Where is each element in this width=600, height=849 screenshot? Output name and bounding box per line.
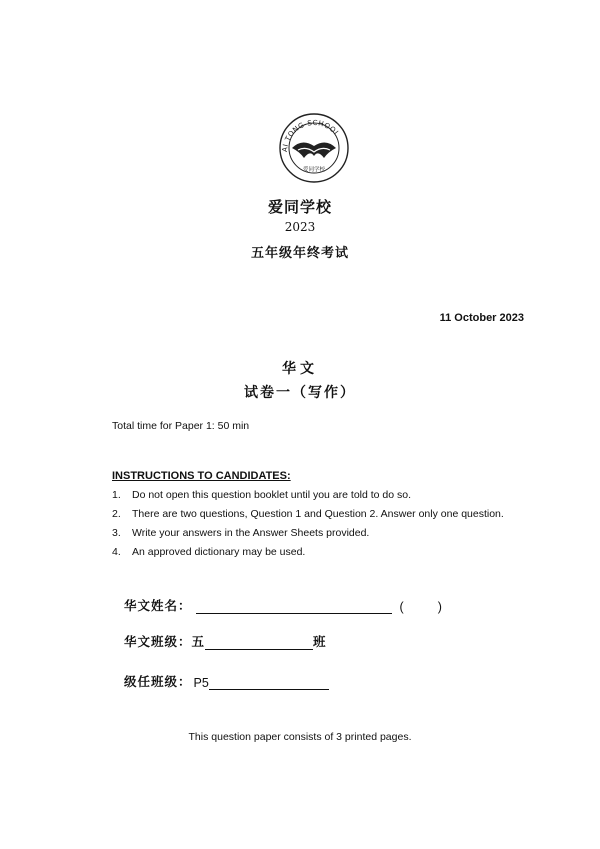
instruction-item <box>112 527 542 546</box>
exam-date: 11 October 2023 <box>439 312 524 324</box>
instruction-item <box>112 546 542 565</box>
class-label: 华文班级：五 <box>124 634 206 649</box>
class-suffix: 班 <box>313 634 327 649</box>
instruction-number: 2. <box>112 508 121 520</box>
instruction-item <box>112 508 542 527</box>
class-field-row <box>124 632 327 650</box>
instruction-number: 1. <box>112 489 121 501</box>
school-logo <box>278 112 350 184</box>
instruction-text: Write your answers in the Answer Sheets provided. <box>132 527 370 539</box>
exam-year: 2023 <box>284 220 316 234</box>
instruction-text: There are two questions, Question 1 and Question 2. Answer only one question. <box>132 508 504 520</box>
name-field-row <box>124 596 442 614</box>
name-input-line[interactable] <box>196 599 392 614</box>
school-name: 爱同学校 <box>267 198 332 216</box>
name-paren-close: ) <box>437 600 442 614</box>
subject-title: 华文 <box>282 361 318 377</box>
instruction-text: Do not open this question booklet until you are told to do so. <box>132 489 412 501</box>
instruction-number: 3. <box>112 527 121 539</box>
total-time: Total time for Paper 1: 50 min <box>112 420 250 432</box>
name-label: 华文姓名： <box>124 598 192 613</box>
exam-name: 五年级年终考试 <box>250 246 349 261</box>
name-paren-open: ( <box>399 600 404 614</box>
paper-title: 试卷一（写作） <box>244 385 356 401</box>
svg-text:爱同学校: 爱同学校 <box>302 167 326 173</box>
class-input-line[interactable] <box>205 635 313 650</box>
instruction-number: 4. <box>112 546 121 558</box>
instruction-item <box>112 489 542 508</box>
instruction-text: An approved dictionary may be used. <box>132 546 306 558</box>
form-class-prefix: P5 <box>193 676 209 690</box>
page-count-note: This question paper consists of 3 printed pages. <box>188 731 412 743</box>
form-class-input-line[interactable] <box>209 675 329 690</box>
instructions-title: INSTRUCTIONS TO CANDIDATES: <box>112 470 291 482</box>
form-class-field-row <box>124 672 329 690</box>
svg-text:AI TONG SCHOOL: AI TONG SCHOOL <box>280 118 342 153</box>
instructions-list <box>112 489 542 565</box>
form-class-label: 级任班级： <box>124 674 192 689</box>
